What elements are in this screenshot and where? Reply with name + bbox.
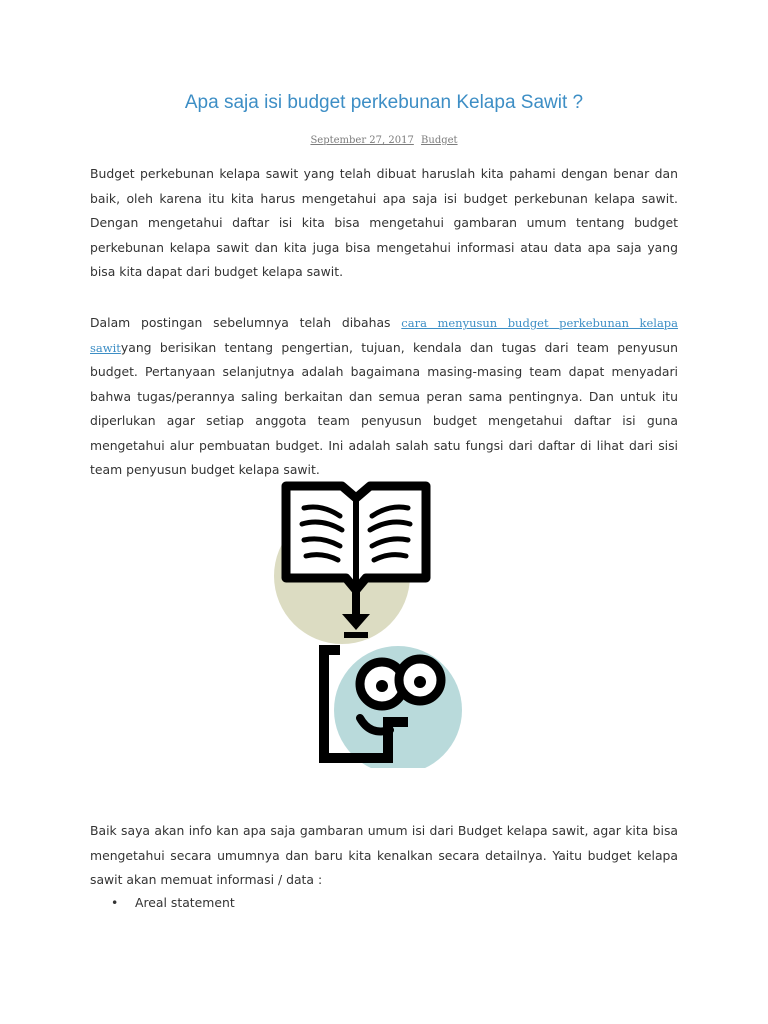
book-to-reader-illustration <box>270 478 470 768</box>
list-item <box>90 891 678 916</box>
bullet-icon: • <box>111 895 119 910</box>
article-title: Apa saja isi budget perkebunan Kelapa Sawit ? <box>184 92 584 113</box>
list-item-label: Areal statement <box>135 895 235 910</box>
paragraph-context-text-after: yang berisikan tentang pengertian, tujuan, kendala dan tugas dari team penyusun budget. Pertanyaan selanjutnya adalah bagaimana masing-masing team dapat menyadari bahwa tugas/perannya saling berkaitan dan semua peran sama pentingnya. Dan untuk itu diperlukan agar setiap anggota team penyusun budget mengetahui daftar isi guna mengetahui alur pembuatan budget. Ini adalah salah satu fungsi dari daftar di lihat dari sisi team penyusun budget kelapa sawit. <box>90 339 678 477</box>
post-date-link[interactable]: September 27, 2017 <box>310 135 414 146</box>
paragraph-context <box>90 311 678 483</box>
category-link[interactable]: Budget <box>421 135 458 146</box>
paragraph-summary: Baik saya akan info kan apa saja gambaran umum isi dari Budget kelapa sawit, agar kita bisa mengetahui secara umumnya dan baru kita kenalkan secara detailnya. Yaitu budget kelapa sawit akan memuat informasi / data : <box>90 823 678 887</box>
paragraph-intro: Budget perkebunan kelapa sawit yang telah dibuat haruslah kita pahami dengan benar dan baik, oleh karena itu kita harus mengetahui apa saja isi budget perkebunan kelapa sawit. Dengan mengetahui daftar isi kita bisa mengetahui gambaran umum tentang budget perkebunan kelapa sawit dan kita juga bisa mengetahui informasi atau data apa saja yang bisa kita dapat dari budget kelapa sawit. <box>90 166 678 279</box>
open-book-icon <box>286 486 426 590</box>
paragraph-context-text-before: Dalam postingan sebelumnya telah dibahas <box>90 315 402 330</box>
budget-contents-list <box>90 891 678 916</box>
related-post-link[interactable]: cara menyusun budget perkebunan kelapa sawit <box>90 316 679 355</box>
post-meta <box>0 135 768 146</box>
